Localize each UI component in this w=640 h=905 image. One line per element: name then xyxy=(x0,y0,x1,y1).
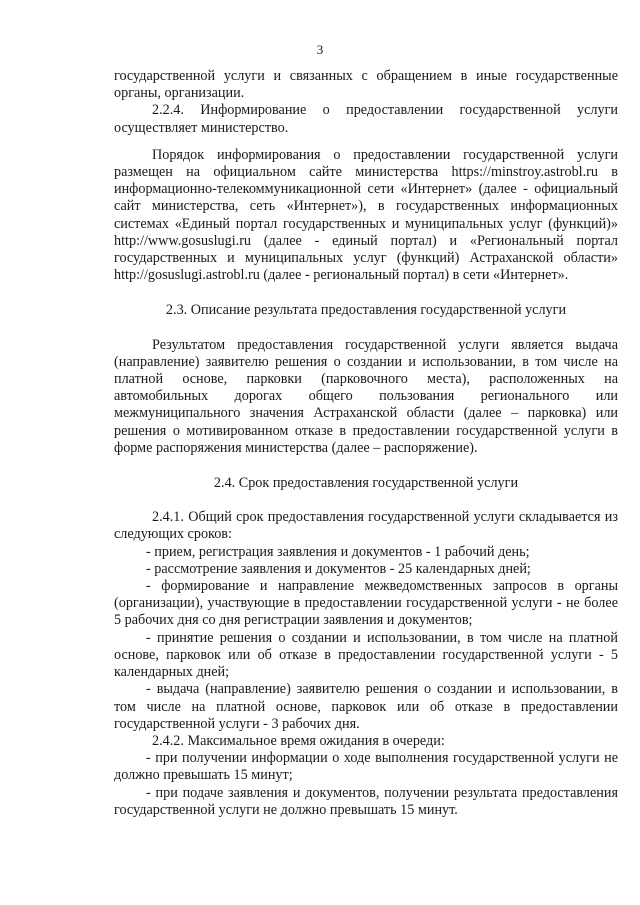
spacer xyxy=(114,457,618,475)
paragraph-result: Результатом предоставления государственной услуги является выдача (направление) заявителю решения о создании и использовании, в том числе на платной основе, парковки (парковочного места), расположенных на автомобильных дорогах общего пользования регионального или межмуниципального значения Астраханской области (далее – парковка) или решения о мотивированном отказе в предоставлении государственной услуги в форме распоряжения министерства (далее – распоряжение). xyxy=(114,336,618,456)
spacer xyxy=(114,492,618,509)
list-item: - рассмотрение заявления и документов - 25 календарных дней; xyxy=(146,560,531,577)
list-item: - при подаче заявления и документов, получении результата предоставления государственной услуги не должно превышать 15 минут. xyxy=(114,784,618,818)
paragraph-2-2-4: 2.2.4. Информирование о предоставлении государственной услуги осуществляет министерство. xyxy=(114,102,618,136)
list-item: - при получении информации о ходе выполнения государственной услуги не должно превышать 15 минут; xyxy=(114,750,618,784)
list-item: - прием, регистрация заявления и документов - 1 рабочий день; xyxy=(146,543,530,560)
spacer xyxy=(114,320,618,337)
paragraph-informing-order: Порядок информирования о предоставлении государственной услуги размещен на официальном сайте министерства https://minstroy.astrobl.ru в информационно-телекоммуникационной сети «Интернет» (далее - официальный сайт министерства, сеть «Интернет»), в государственных информационных системах «Единый портал государственных и муниципальных услуг (функций)» http://www.gosuslugi.ru (далее - единый портал) и «Региональный портал государственных и муниципальных услуг (функций) Астраханской области» http://gosuslugi.astrobl.ru (далее - региональный портал) в сети «Интернет». xyxy=(114,146,618,284)
list-item: - выдача (направление) заявителю решения о создании и использовании, в том числе на платной основе, парковок или об отказе в предоставлении государственной услуги - 3 рабочих дня. xyxy=(114,681,618,732)
spacer xyxy=(114,137,618,147)
page-number: 3 xyxy=(316,42,324,57)
paragraph-2-4-1: 2.4.1. Общий срок предоставления государственной услуги складывается из следующих сроков: xyxy=(114,509,618,543)
paragraph-continuation: государственной услуги и связанных с обращением в иные государственные органы, организации. xyxy=(114,68,618,102)
document-body xyxy=(114,68,618,819)
list-item: - формирование и направление межведомственных запросов в органы (организации), участвующие в предоставлении государственной услуги - не более 5 рабочих дня со дня регистрации заявления и документов; xyxy=(114,578,618,629)
list-item: - принятие решения о создании и использовании, в том числе на платной основе, парковок или об отказе в предоставлении государственной услуги - 5 календарных дней; xyxy=(114,629,618,681)
spacer xyxy=(114,284,618,302)
section-heading-2-3: 2.3. Описание результата предоставления государственной услуги xyxy=(165,302,567,319)
section-heading-2-4: 2.4. Срок предоставления государственной услуги xyxy=(213,475,519,492)
paragraph-2-4-2: 2.4.2. Максимальное время ожидания в очереди: xyxy=(152,732,445,749)
